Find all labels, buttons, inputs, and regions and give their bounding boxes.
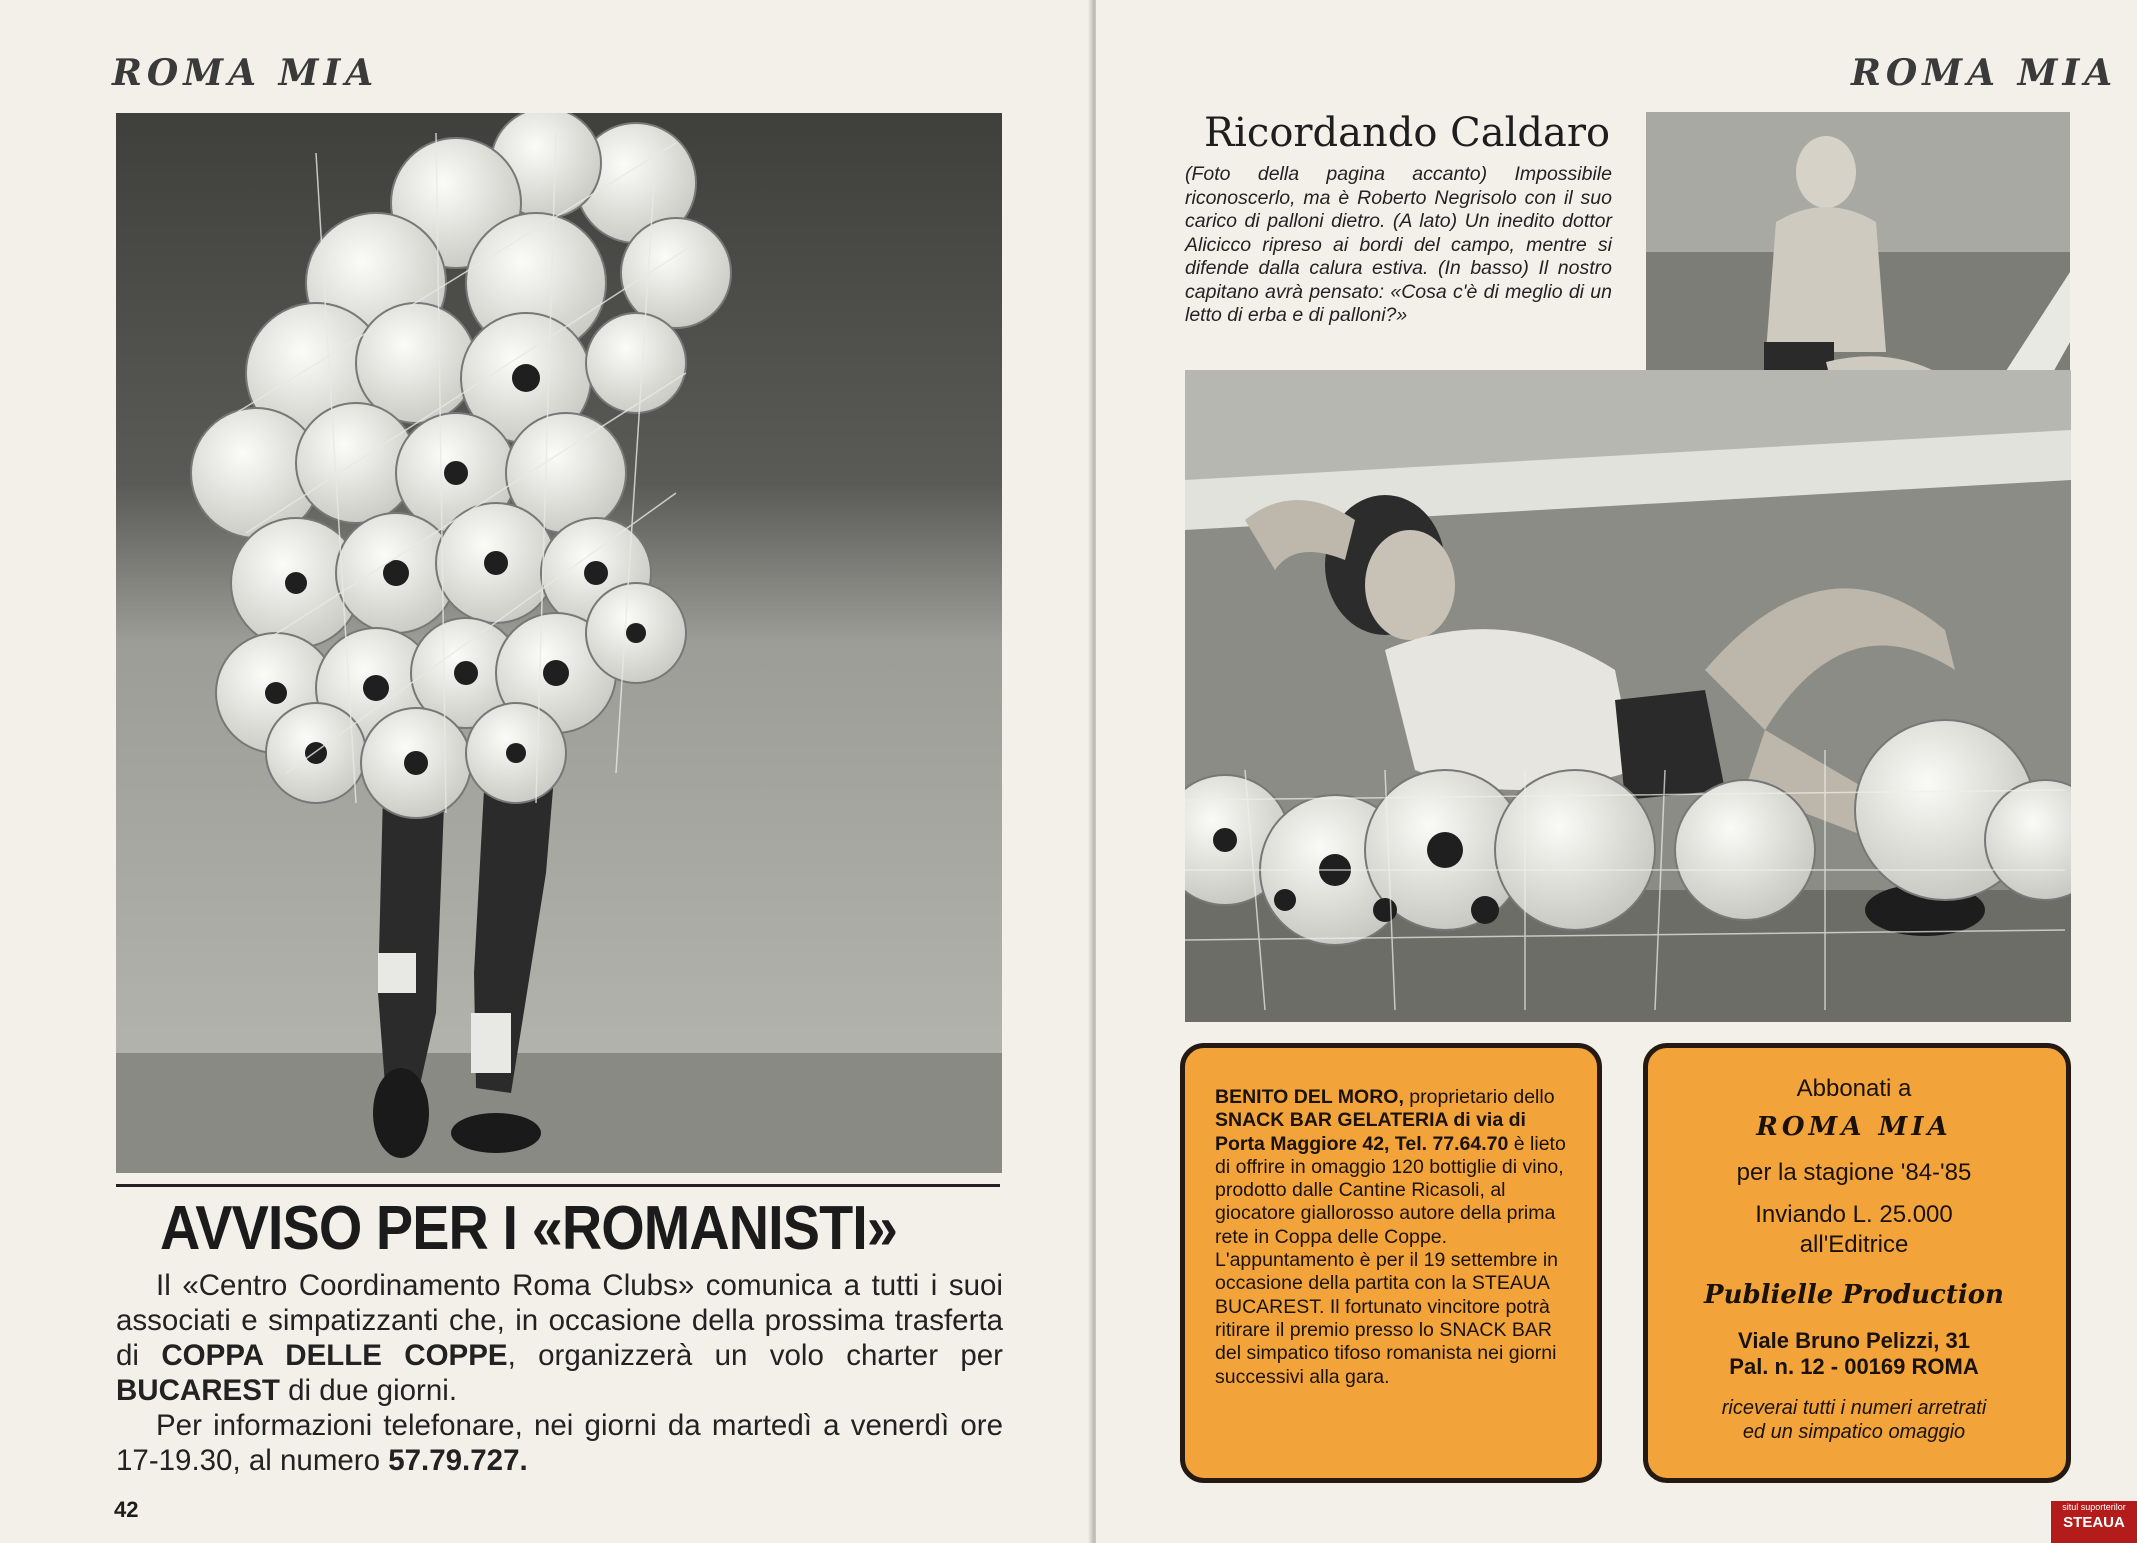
ad-owner-name: BENITO DEL MORO, — [1215, 1086, 1404, 1108]
masthead-left: ROMA MIA — [112, 52, 379, 94]
text-run: , organizzerà un volo charter per — [507, 1339, 1003, 1372]
sub-season: per la stagione '84-'85 — [1736, 1159, 1972, 1186]
sub-line-1: Abbonati a — [1796, 1075, 1912, 1102]
notice-paragraph-2 — [116, 1408, 1003, 1478]
sub-address-1: Viale Bruno Pelizzi, 31 — [1738, 1328, 1970, 1353]
text-run: Il «Centro Coordinamento Roma Clubs» comunica a tutti i suoi associati e simpatizzanti che, in occasione della prossima trasferta di — [116, 1269, 1003, 1372]
notice-body — [116, 1268, 1003, 1478]
sub-price: Inviando L. 25.000 — [1755, 1201, 1953, 1228]
sub-note-2: ed un simpatico omaggio — [1742, 1421, 1966, 1443]
photo-player-with-balls — [116, 113, 1002, 1173]
text-run: è lieto di offrire in omaggio 120 bottiglie di vino, prodotto dalle Cantine Ricasoli, al giocatore giallorosso autore della prima rete in Coppa delle Coppe. L'appuntamento è per il 19 settembre in occasione della partita con la STEAUA BUCAREST. Il fortunato vincitore potrà ritirare il premio presso lo SNACK BAR del simpatico tifoso romanista nei giorni successivi alla gara. — [1215, 1132, 1566, 1388]
subscription-ad-text — [1659, 1072, 2049, 1444]
sub-publisher-label: all'Editrice — [1799, 1231, 1909, 1258]
watermark-badge — [2051, 1501, 2137, 1543]
sub-address-2: Pal. n. 12 - 00169 ROMA — [1729, 1354, 1979, 1379]
text-run: Per informazioni telefonare, nei giorni da martedì a venerdì ore 17-19.30, al numero — [116, 1409, 1003, 1477]
text-run: di due giorni. — [279, 1374, 458, 1407]
watermark-line-1: situl suporterilor — [2062, 1502, 2126, 1512]
bold-city: BUCAREST — [116, 1374, 280, 1407]
article-title: Ricordando Caldaro — [1204, 110, 1611, 156]
headline-rule — [116, 1184, 1000, 1187]
photo-captain-lying — [1185, 370, 2071, 1022]
snack-bar-ad-text — [1215, 1086, 1570, 1389]
masthead-right: ROMA MIA — [1851, 52, 2118, 94]
photo-caption: (Foto della pagina accanto) Impossibile riconoscerlo, ma è Roberto Negrisolo con il suo carico di palloni dietro. (A lato) Un inedito dottor Alicicco ripreso ai bordi del campo, mentre si difende dalla calura estiva. (In basso) Il nostro capitano avrà pensato: «Cosa c'è di meglio di un letto di erba e di palloni?» — [1185, 163, 1612, 326]
sub-note-1: riceverai tutti i numeri arretrati — [1721, 1397, 1987, 1419]
notice-paragraph-1 — [116, 1268, 1003, 1408]
headline: AVVISO PER I «ROMANISTI» — [160, 1194, 898, 1263]
bold-cup-name: COPPA DELLE COPPE — [161, 1339, 508, 1372]
page-number: 42 — [114, 1497, 139, 1522]
sub-logo: ROMA MIA — [1756, 1112, 1952, 1142]
right-page — [1096, 0, 2137, 1543]
text-run: proprietario dello — [1403, 1086, 1555, 1108]
ad-bar-address: SNACK BAR GELATERIA di via di Porta Maggiore 42, Tel. 77.64.70 — [1215, 1109, 1526, 1155]
watermark-line-2: STEAUA — [2063, 1514, 2125, 1531]
publisher-logo: Publielle Production — [1704, 1280, 2004, 1310]
bold-phone: 57.79.727. — [388, 1444, 528, 1477]
